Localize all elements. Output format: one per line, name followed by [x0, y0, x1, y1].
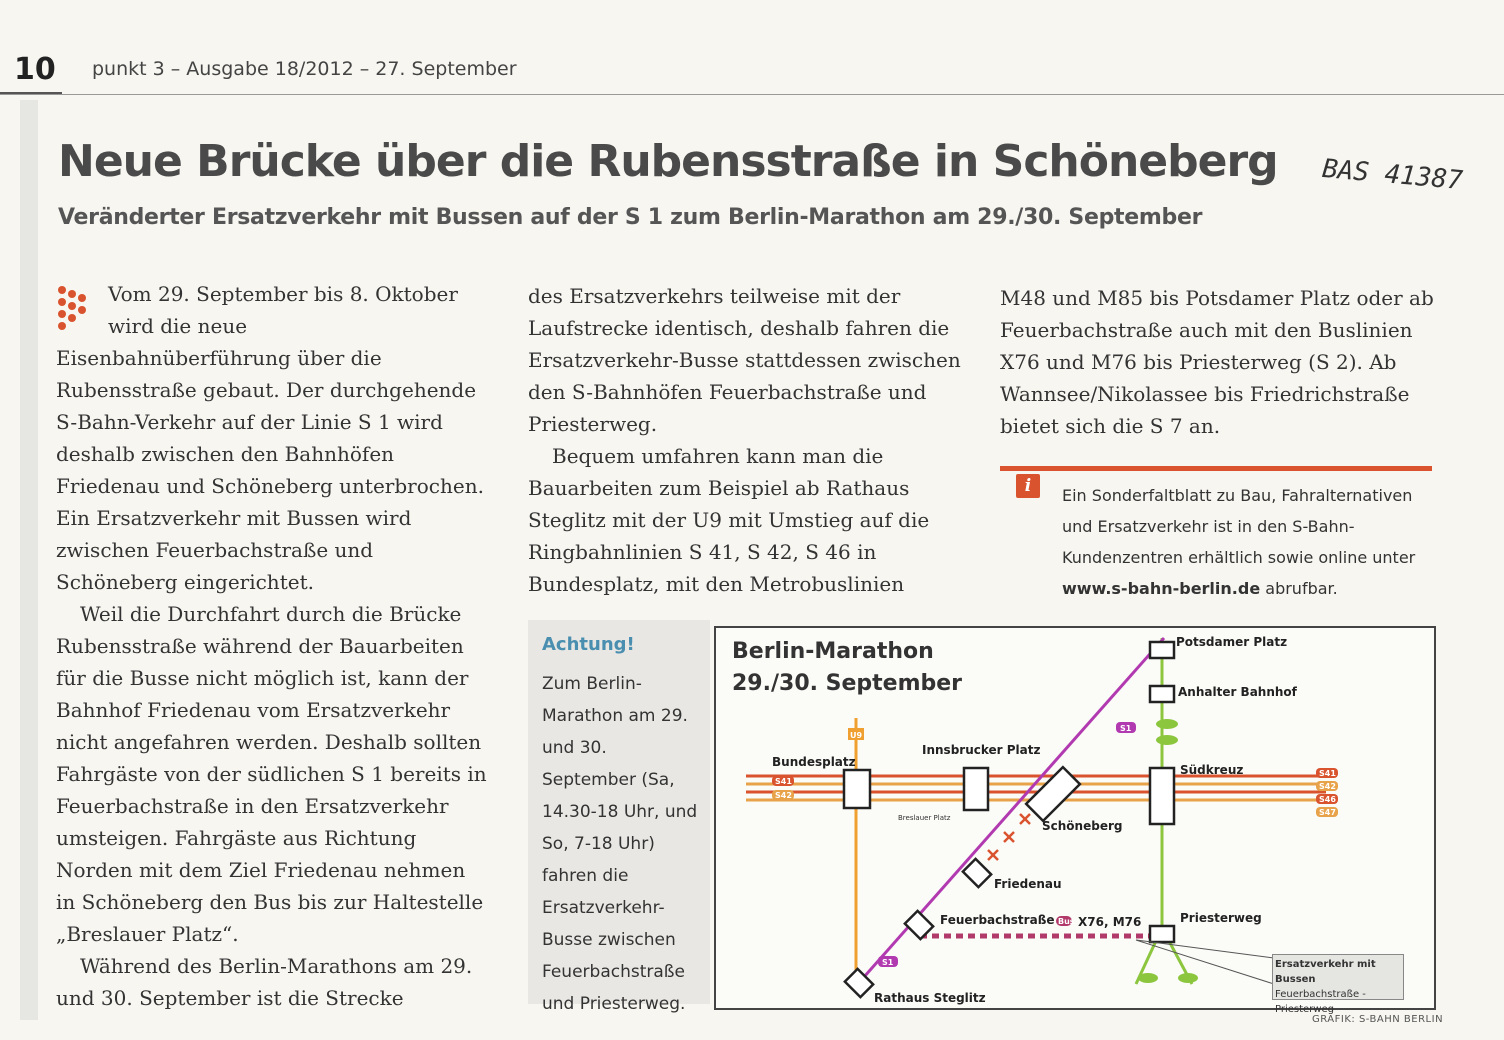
- label-breslauer-platz: Breslauer Platz: [898, 814, 951, 822]
- station-innsbrucker-platz: [964, 768, 988, 810]
- lead-dots-icon: [56, 284, 104, 332]
- paragraph: Weil die Durchfahrt durch die Brücke Rubensstraße während der Bauarbeiten für die Busse nicht möglich ist, kann der Bahnhof Friedenau vom Ersatzverkehr nicht angefahren werden. Deshalb sollten Fahrgäste von der südlichen S 1 bereits in Feuerbachstraße in den Ersatzverkehr umsteigen. Fahrgäste aus Richtung Norden mit dem Ziel Friedenau nehmen in Schöneberg den Bus bis zur Haltestelle „Breslauer Platz“.: [56, 602, 487, 946]
- route-map: [714, 626, 1436, 1010]
- info-rule: [1000, 466, 1432, 471]
- label-suedkreuz: Südkreuz: [1180, 763, 1244, 777]
- label-potsdamer-platz: Potsdamer Platz: [1176, 635, 1288, 649]
- label-innsbrucker-platz: [922, 743, 1040, 757]
- article-column-1: [56, 278, 488, 1014]
- s41-badge-east-label: S41: [1319, 769, 1336, 778]
- callout-title: Ersatzverkehr mit Bussen: [1275, 959, 1376, 985]
- map-title-line-2: 29./30. September: [732, 671, 963, 696]
- info-text-end: abrufbar.: [1260, 579, 1338, 598]
- graphic-credit: GRAFIK: S-BAHN BERLIN: [1312, 1014, 1444, 1025]
- info-text-start: Ein Sonderfaltblatt zu Bau, Fahralternativen und Ersatzverkehr ist in den S-Bahn-Kundenzentren erhältlich sowie online unter: [1062, 486, 1416, 567]
- website-link[interactable]: www.s-bahn-berlin.de: [1062, 579, 1261, 598]
- label-feuerbachstrasse: Feuerbachstraße: [940, 913, 1055, 927]
- info-text: [1062, 480, 1432, 604]
- article-column-2: [528, 280, 964, 600]
- paragraph: Vom 29. September bis 8. Oktober wird die neue Eisenbahnüberführung über die Rubensstraße gebaut. Der durchgehende S-Bahn-Verkehr auf der Linie S 1 wird deshalb zwischen den Bahnhöfen Friedenau und Schöneberg unterbrochen. Ein Ersatzverkehr mit Bussen wird zwischen Feuerbachstraße und Schöneberg eingerichtet.: [56, 282, 484, 594]
- map-callout: [1272, 954, 1404, 1015]
- label-friedenau: Friedenau: [994, 877, 1062, 891]
- map-title: [732, 636, 962, 700]
- station-friedenau: [963, 859, 991, 887]
- s25-badge-south: [1178, 973, 1198, 983]
- margin-bar: [20, 100, 38, 1020]
- s2-badge: [1156, 719, 1178, 729]
- s46-badge-east-label: S46: [1319, 795, 1336, 804]
- info-icon: i: [1016, 474, 1040, 498]
- s1-badge-south-label: S1: [882, 958, 894, 967]
- station-anhalter-bahnhof: [1150, 686, 1174, 702]
- s1-badge-label: S1: [1120, 724, 1132, 733]
- notice-box: [528, 620, 710, 1014]
- u9-badge-label: U9: [850, 731, 863, 740]
- paragraph: M48 und M85 bis Potsdamer Platz oder ab Feuerbachstraße auch mit den Buslinien X76 und M76 bis Priesterweg (S 2). Ab Wannsee/Nikolassee bis Friedrichstraße bietet sich die S 7 an.: [1000, 286, 1434, 438]
- station-suedkreuz: [1150, 768, 1174, 824]
- s25-badge: [1156, 735, 1178, 745]
- article-column-3: [1000, 282, 1440, 442]
- bus-lines-label: X76, M76: [1078, 915, 1142, 929]
- handwritten-archive-note: BAS 41387: [1320, 153, 1464, 197]
- station-potsdamer-platz: [1150, 642, 1174, 658]
- label-schoeneberg: Schöneberg: [1042, 819, 1123, 833]
- label-innsbrucker-platz-text: Innsbrucker Platz: [922, 743, 1041, 757]
- issue-info: punkt 3 – Ausgabe 18/2012 – 27. September: [92, 58, 517, 80]
- s2-badge-south: [1138, 973, 1158, 983]
- s42-badge-east-label: S42: [1319, 782, 1336, 791]
- header-divider: [0, 94, 1504, 95]
- bus-badge-label: Bus: [1058, 917, 1075, 926]
- label-bundesplatz: Bundesplatz: [772, 755, 856, 769]
- label-priesterweg: Priesterweg: [1180, 911, 1262, 925]
- headline: Neue Brücke über die Rubensstraße in Schöneberg: [58, 136, 1278, 187]
- paragraph: Während des Berlin-Marathons am 29. und 30. September ist die Strecke: [56, 954, 473, 1010]
- paragraph: Bequem umfahren kann man die Bauarbeiten zum Beispiel ab Rathaus Steglitz mit der U9 mit Umstieg auf die Ringbahnlinien S 41, S 42, S 46 in Bundesplatz, mit den Metrobuslinien: [528, 444, 930, 596]
- paragraph: des Ersatzverkehrs teilweise mit der Laufstrecke identisch, deshalb fahren die Ersatzverkehr-Busse stattdessen zwischen den S-Bahnhöfen Feuerbachstraße und Priesterweg.: [528, 284, 961, 436]
- station-bundesplatz: [844, 770, 870, 808]
- callout-route: Feuerbachstraße - Priesterweg: [1275, 989, 1366, 1015]
- callout-leader: [1136, 940, 1274, 958]
- s47-badge-east-label: S47: [1319, 808, 1336, 817]
- station-priesterweg: [1150, 926, 1174, 942]
- page-number: 10: [14, 52, 56, 87]
- s42-badge-label: S42: [775, 791, 792, 800]
- label-anhalter-bahnhof: Anhalter Bahnhof: [1178, 685, 1297, 699]
- subheadline: Veränderter Ersatzverkehr mit Bussen auf der S 1 zum Berlin-Marathon am 29./30. September: [58, 205, 1203, 230]
- info-box: [1000, 466, 1432, 606]
- station-feuerbachstrasse: [905, 911, 933, 939]
- page-header: [0, 0, 1504, 100]
- notice-text: Zum Berlin-Marathon am 29. und 30. September (Sa, 14.30-18 Uhr, und So, 7-18 Uhr) fahren die Ersatzverkehr-Busse zwischen Feuerbachstraße und Priesterweg.: [542, 674, 698, 1014]
- map-title-line-1: Berlin-Marathon: [732, 639, 934, 664]
- label-rathaus-steglitz: Rathaus Steglitz: [874, 991, 986, 1005]
- notice-title: Achtung!: [542, 634, 635, 655]
- s41-badge-label: S41: [775, 777, 792, 786]
